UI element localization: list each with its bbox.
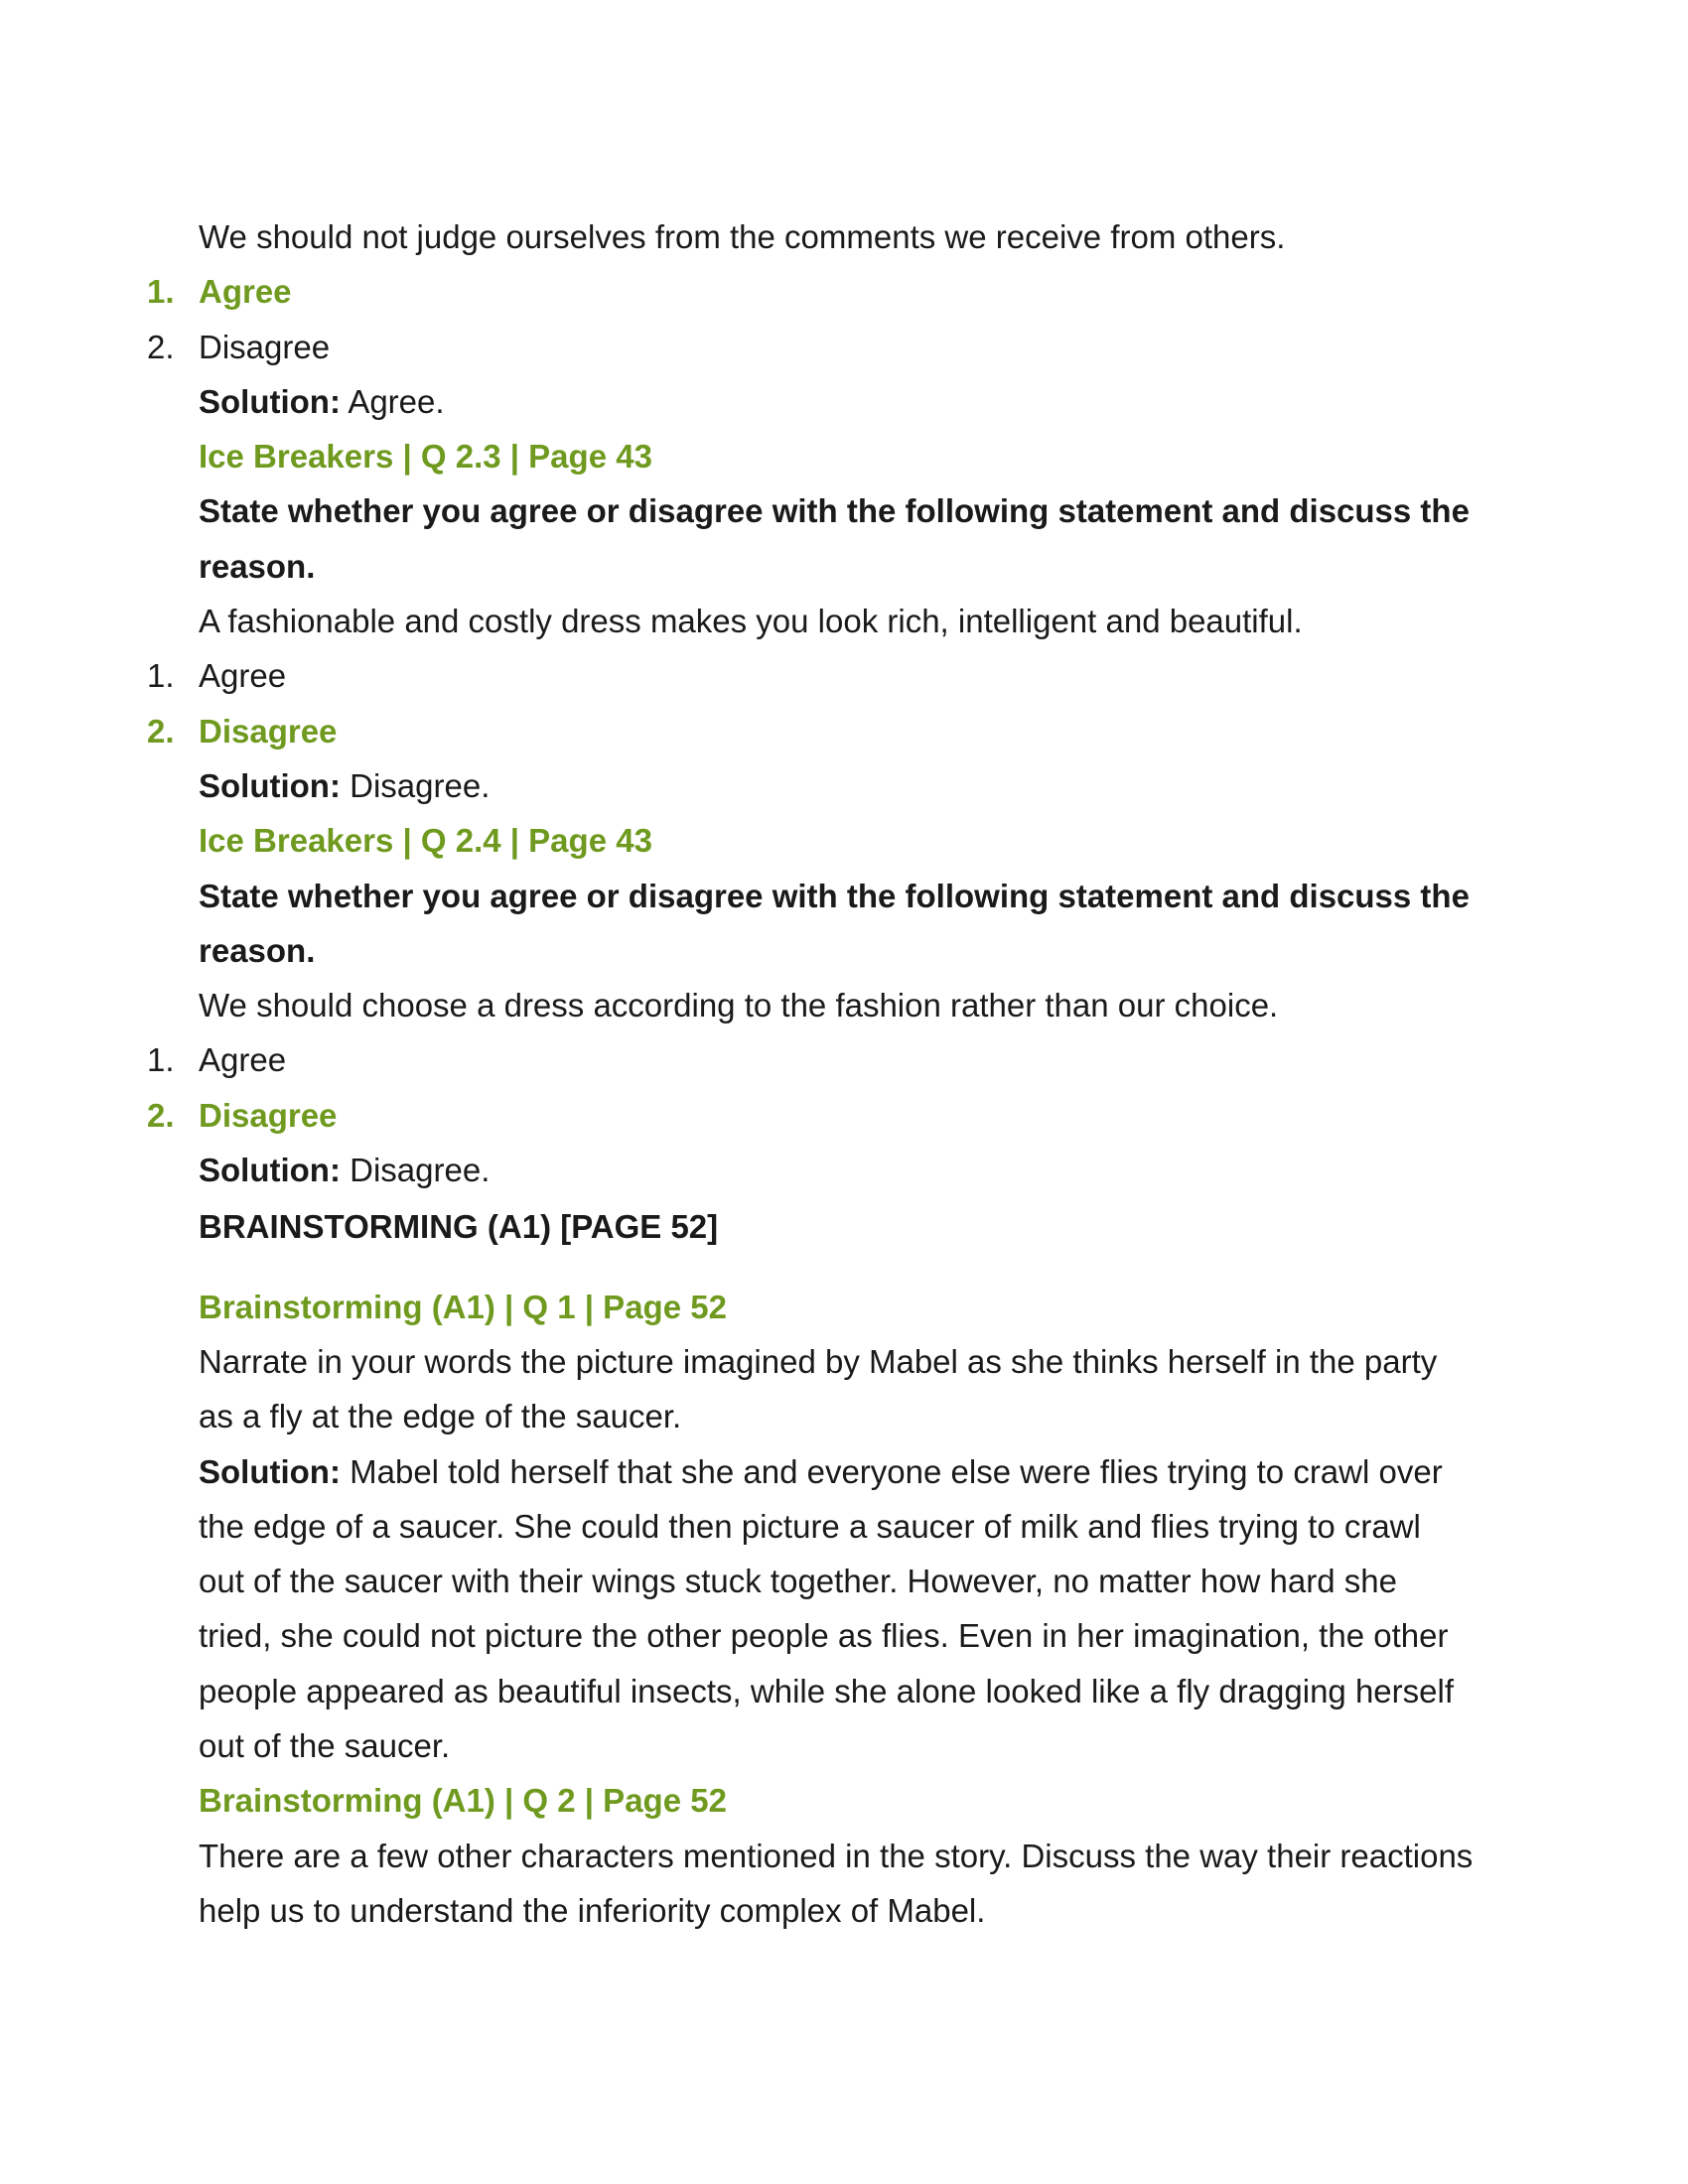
question-prompt: State whether you agree or disagree with the following statement and discuss the [199,877,1470,914]
option-label: Agree [199,657,287,695]
option-disagree [147,320,1489,374]
section-gap [199,1255,1489,1280]
solution-label: Solution: [199,1152,341,1189]
option-disagree-correct [147,704,1489,758]
solution-text: out of the saucer with their wings stuck together. However, no matter how hard she [199,1563,1397,1600]
solution-label: Solution: [199,1452,341,1490]
solution-label: Solution: [199,382,341,420]
option-number: 1. [147,1041,175,1079]
option-label: Disagree [199,712,338,750]
solution-line [199,1143,1489,1197]
option-label: Agree [199,273,292,311]
statement-text: A fashionable and costly dress makes you look rich, intelligent and beautiful. [199,603,1303,640]
question-prompt: State whether you agree or disagree with the following statement and discuss the [199,492,1470,530]
question-prompt-cont: reason. [199,547,316,585]
solution-text: the edge of a saucer. She could then picture a saucer of milk and flies trying to crawl [199,1507,1421,1545]
option-number: 2. [147,1096,175,1134]
question-text: Narrate in your words the picture imagined by Mabel as she thinks herself in the party [199,1342,1438,1380]
solution-text: out of the saucer. [199,1727,451,1765]
question-text: as a fly at the edge of the saucer. [199,1398,682,1435]
solution-text: Disagree. [340,766,491,804]
question-heading: Brainstorming (A1) | Q 2 | Page 52 [199,1782,727,1820]
option-number: 1. [147,657,175,695]
solution-line [199,758,1489,813]
solution-text: Agree. [340,382,445,420]
question-heading: Brainstorming (A1) | Q 1 | Page 52 [199,1288,727,1325]
solution-text: people appeared as beautiful insects, while she alone looked like a fly dragging herself [199,1672,1454,1709]
option-disagree-correct [147,1088,1489,1143]
option-number: 2. [147,712,175,750]
solution-text: Mabel told herself that she and everyone else were flies trying to crawl over [340,1452,1443,1490]
option-agree [147,648,1489,703]
question-text: There are a few other characters mentioned in the story. Discuss the way their reactions [199,1837,1474,1874]
solution-label: Solution: [199,766,341,804]
question-heading: Ice Breakers | Q 2.3 | Page 43 [199,438,652,476]
option-agree [147,1032,1489,1087]
option-agree-correct [147,264,1489,319]
solution-text: Disagree. [340,1152,491,1189]
option-number: 2. [147,328,175,365]
question-heading: Ice Breakers | Q 2.4 | Page 43 [199,822,652,860]
option-number: 1. [147,273,175,311]
page-content [147,209,1489,1938]
option-label: Agree [199,1041,287,1079]
question-text: help us to understand the inferiority complex of Mabel. [199,1891,986,1929]
solution-line [199,1444,1489,1499]
section-title: BRAINSTORMING (A1) [PAGE 52] [199,1208,719,1246]
statement-text: We should not judge ourselves from the comments we receive from others. [199,218,1286,255]
statement-text: We should choose a dress according to the fashion rather than our choice. [199,987,1279,1024]
option-label: Disagree [199,1096,338,1134]
solution-line [199,374,1489,429]
solution-text: tried, she could not picture the other people as flies. Even in her imagination, the other [199,1617,1449,1655]
question-prompt-cont: reason. [199,931,316,969]
option-label: Disagree [199,328,331,365]
